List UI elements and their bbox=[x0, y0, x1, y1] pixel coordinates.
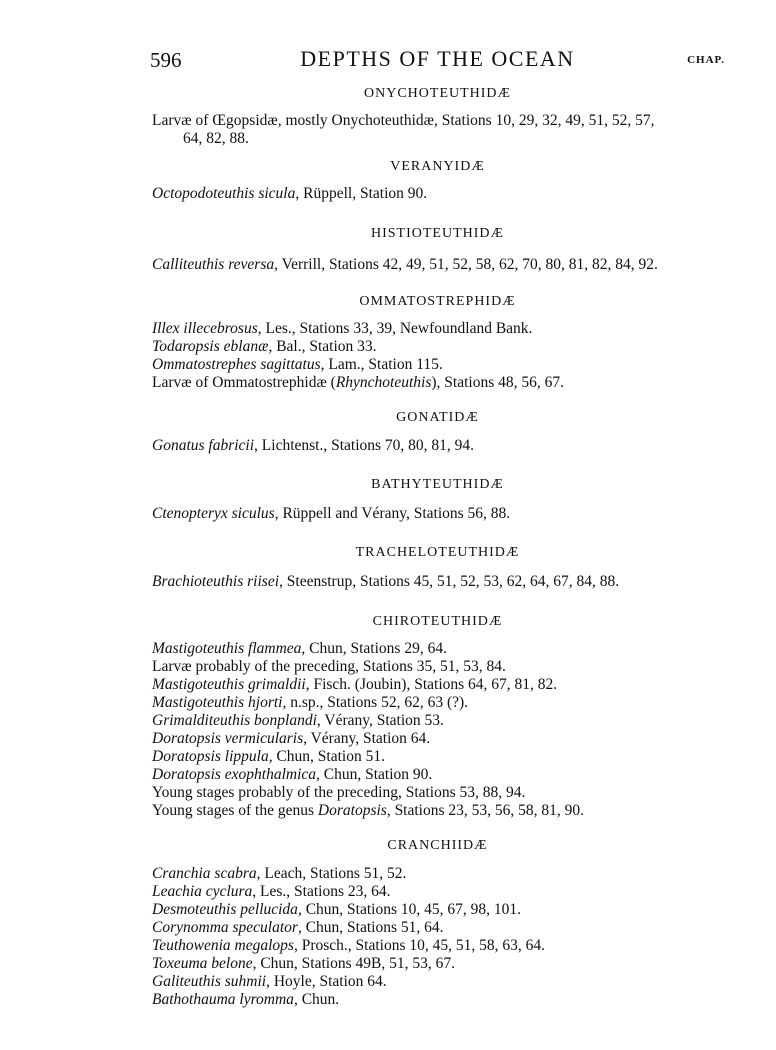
page-number: 596 bbox=[150, 48, 182, 72]
species-name: Octopodoteuthis sicula bbox=[152, 185, 296, 202]
species-name: Calliteuthis reversa bbox=[152, 256, 275, 273]
family-heading: HISTIOTEUTHIDÆ bbox=[371, 226, 504, 241]
species-name: Todaropsis eblanæ bbox=[152, 338, 269, 355]
line-text: , Hoyle, Station 64. bbox=[266, 973, 387, 990]
family-heading: BATHYTEUTHIDÆ bbox=[371, 477, 504, 492]
species-line bbox=[152, 801, 584, 820]
species-line bbox=[152, 337, 377, 356]
species-line bbox=[152, 355, 443, 374]
line-text: , Verrill, Stations 42, 49, 51, 52, 58, 62, 70, 80, 81, 82, 84, 92. bbox=[274, 256, 658, 273]
species-name: Grimalditeuthis bonplandi bbox=[152, 712, 317, 729]
line-text: , Chun, Stations 10, 45, 67, 98, 101. bbox=[297, 901, 521, 918]
family-heading: ONYCHOTEUTHIDÆ bbox=[364, 86, 511, 101]
line-text: , Leach, Stations 51, 52. bbox=[256, 865, 407, 882]
line-text: , Chun. bbox=[293, 991, 340, 1008]
species-line bbox=[152, 693, 468, 712]
line-text: , Prosch., Stations 10, 45, 51, 58, 63, 64. bbox=[293, 937, 545, 954]
species-name: Galiteuthis suhmii bbox=[152, 973, 267, 990]
species-name: Doratopsis lippula bbox=[152, 748, 269, 765]
line-text: , Vérany, Station 64. bbox=[303, 730, 431, 747]
species-line bbox=[152, 572, 619, 591]
line-text: , n.sp., Stations 52, 62, 63 (?). bbox=[282, 694, 469, 711]
line-text: , Fisch. (Joubin), Stations 64, 67, 81, 82. bbox=[305, 676, 558, 693]
species-line bbox=[152, 184, 427, 203]
species-name: Doratopsis bbox=[317, 802, 387, 819]
line-text: , Chun, Station 90. bbox=[316, 766, 433, 783]
line-text: Larvæ of Ommatostrephidæ ( bbox=[152, 374, 336, 391]
species-line bbox=[152, 783, 525, 802]
species-name: Illex illecebrosus bbox=[152, 320, 258, 337]
line-text: , Chun, Stations 51, 64. bbox=[297, 919, 444, 936]
species-line bbox=[152, 747, 385, 766]
species-line bbox=[152, 972, 387, 991]
running-head bbox=[150, 46, 725, 76]
line-text: ), Stations 48, 56, 67. bbox=[431, 374, 565, 391]
species-name: Doratopsis vermicularis bbox=[152, 730, 304, 747]
species-line bbox=[152, 373, 564, 392]
species-name: Desmoteuthis pellucida bbox=[152, 901, 298, 918]
species-name: Doratopsis exophthalmica bbox=[152, 766, 317, 783]
family-heading: CHIROTEUTHIDÆ bbox=[372, 614, 503, 629]
line-text: , Rüppell, Station 90. bbox=[295, 185, 428, 202]
species-name: Cranchia scabra bbox=[152, 865, 257, 882]
line-text: , Lam., Station 115. bbox=[320, 356, 443, 373]
line-text: , Rüppell and Vérany, Stations 56, 88. bbox=[274, 505, 511, 522]
species-name: Toxeuma belone bbox=[152, 955, 253, 972]
chapter-label: CHAP. bbox=[687, 54, 725, 66]
species-line bbox=[152, 918, 444, 937]
species-name: Rhynchoteuthis bbox=[335, 374, 432, 391]
species-line bbox=[152, 675, 557, 694]
species-line bbox=[183, 129, 249, 148]
line-text: Young stages probably of the preceding, Stations 53, 88, 94. bbox=[152, 784, 526, 801]
species-line bbox=[152, 765, 432, 784]
species-name: Bathothauma lyromma bbox=[152, 991, 294, 1008]
line-text: , Les., Stations 23, 64. bbox=[252, 883, 391, 900]
species-line bbox=[152, 990, 339, 1009]
line-text: , Chun, Stations 29, 64. bbox=[301, 640, 447, 657]
species-line bbox=[152, 504, 510, 523]
line-text: Young stages of the genus bbox=[152, 802, 318, 819]
line-text: , Stations 23, 53, 56, 58, 81, 90. bbox=[386, 802, 585, 819]
species-line bbox=[152, 882, 391, 901]
species-name: Mastigoteuthis hjorti bbox=[152, 694, 283, 711]
family-heading: GONATIDÆ bbox=[396, 410, 479, 425]
species-line bbox=[152, 111, 654, 130]
species-line bbox=[152, 255, 658, 274]
line-text: , Chun, Station 51. bbox=[268, 748, 385, 765]
species-name: Leachia cyclura bbox=[152, 883, 253, 900]
line-text: , Bal., Station 33. bbox=[268, 338, 377, 355]
species-name: Gonatus fabricii bbox=[152, 437, 255, 454]
line-text: , Steenstrup, Stations 45, 51, 52, 53, 62, 64, 67, 84, 88. bbox=[279, 573, 620, 590]
line-text: , Lichtenst., Stations 70, 80, 81, 94. bbox=[254, 437, 475, 454]
family-heading: CRANCHIIDÆ bbox=[387, 838, 488, 853]
family-heading: VERANYIDÆ bbox=[390, 159, 485, 174]
species-name: Ommatostrephes sagittatus bbox=[152, 356, 321, 373]
line-text: , Vérany, Station 53. bbox=[316, 712, 444, 729]
species-line bbox=[152, 900, 521, 919]
species-line bbox=[152, 954, 455, 973]
family-heading: TRACHELOTEUTHIDÆ bbox=[355, 545, 520, 560]
line-text: Larvæ probably of the preceding, Stations 35, 51, 53, 84. bbox=[152, 658, 506, 675]
species-name: Brachioteuthis riisei bbox=[152, 573, 280, 590]
species-line bbox=[152, 729, 430, 748]
species-name: Teuthowenia megalops bbox=[152, 937, 294, 954]
line-text: , Chun, Stations 49B, 51, 53, 67. bbox=[252, 955, 455, 972]
species-line bbox=[152, 436, 474, 455]
family-heading: OMMATOSTREPHIDÆ bbox=[359, 294, 516, 309]
species-name: Ctenopteryx siculus bbox=[152, 505, 275, 522]
species-line bbox=[152, 639, 447, 658]
line-text: , Les., Stations 33, 39, Newfoundland Bank. bbox=[257, 320, 533, 337]
species-line bbox=[152, 711, 444, 730]
species-line bbox=[152, 936, 545, 955]
line-text: Larvæ of Œgopsidæ, mostly Onychoteuthidæ, Stations 10, 29, 32, 49, 51, 52, 57, bbox=[152, 112, 655, 129]
species-name: Mastigoteuthis flammea bbox=[152, 640, 302, 657]
line-text: 64, 82, 88. bbox=[183, 130, 249, 147]
running-title: DEPTHS OF THE OCEAN bbox=[300, 46, 575, 71]
species-line bbox=[152, 657, 506, 676]
species-line bbox=[152, 319, 532, 338]
species-name: Mastigoteuthis grimaldii bbox=[152, 676, 306, 693]
species-name: Corynomma speculator bbox=[152, 919, 298, 936]
species-line bbox=[152, 864, 406, 883]
